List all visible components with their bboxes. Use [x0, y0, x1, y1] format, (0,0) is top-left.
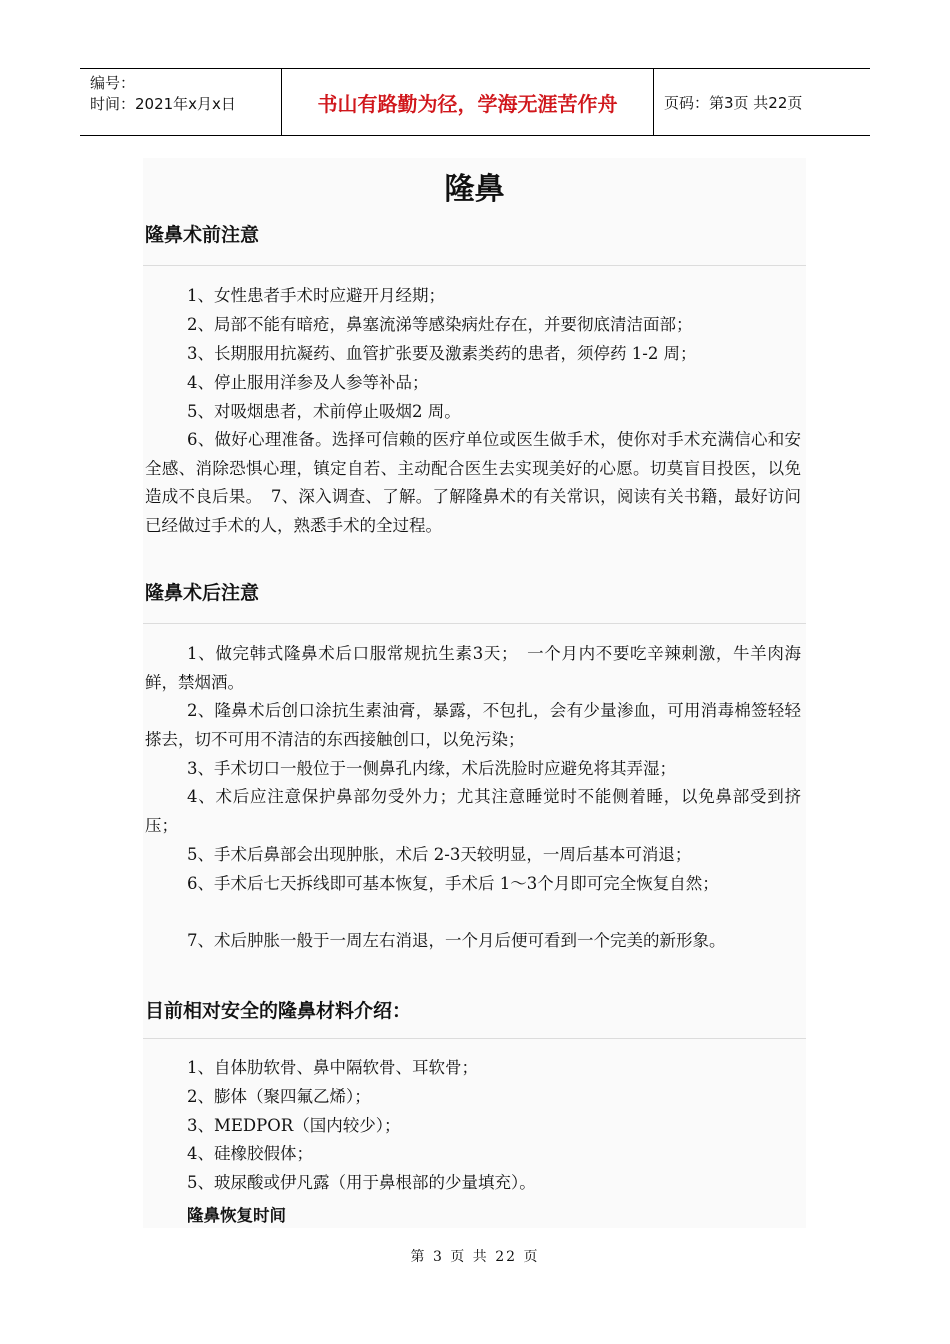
list-item: 1、女性患者手术时应避开月经期；	[187, 286, 445, 305]
list-item: 1、自体肋软骨、鼻中隔软骨、耳软骨；	[187, 1058, 478, 1077]
list-item: 4、停止服用洋参及人参等补品；	[187, 373, 429, 392]
section-divider	[143, 1038, 806, 1039]
page-title: 隆鼻	[444, 172, 505, 207]
list-item: 5、手术后鼻部会出现肿胀，术后 2-3天较明显，一周后基本可消退；	[187, 845, 692, 864]
list-item: 4、术后应注意保护鼻部勿受外力；尤其注意睡觉时不能侧着睡，以免鼻部受到挤压；	[145, 787, 801, 835]
section-heading-materials: 目前相对安全的隆鼻材料介绍：	[145, 1000, 412, 1022]
section-heading-postop: 隆鼻术后注意	[145, 582, 260, 604]
list-item: 2、局部不能有暗疮，鼻塞流涕等感染病灶存在，并要彻底清洁面部；	[187, 315, 693, 334]
page-footer: 第 3 页 共 22 页	[410, 1249, 540, 1265]
list-item: 6、做好心理准备。选择可信赖的医疗单位或医生做手术，使你对手术充满信心和安全感、消除恐惧心理，镇定自若、主动配合医生去实现美好的心愿。切莫盲目投医，以免造成不良后果。 7、深入调查、了解。了解隆鼻术的有关常识，阅读有关书籍，最好访问已经做过手术的人，熟悉手术的全过程。	[145, 430, 801, 535]
section-heading-preop: 隆鼻术前注意	[145, 224, 260, 246]
section-divider	[143, 623, 806, 624]
header-meta-cell	[80, 69, 282, 135]
list-item: 3、手术切口一般位于一侧鼻孔内缘，术后洗脸时应避免将其弄湿；	[187, 759, 676, 778]
list-item: 5、对吸烟患者，术前停止吸烟2 周。	[187, 402, 461, 421]
document-body	[143, 158, 806, 1228]
list-item: 4、硅橡胶假体；	[187, 1144, 313, 1163]
list-item: 3、MEDPOR（国内较少）；	[187, 1116, 401, 1135]
header-motto: 书山有路勤为径，学海无涯苦作舟	[282, 69, 654, 135]
list-item: 2、膨体（聚四氟乙烯）；	[187, 1087, 371, 1106]
list-item: 1、做完韩式隆鼻术后口服常规抗生素3天； 一个月内不要吃辛辣刺激，牛羊肉海鲜，禁烟酒。	[145, 644, 801, 692]
document-number-label: 编号：	[90, 74, 136, 92]
document-header	[80, 68, 870, 136]
list-item: 3、长期服用抗凝药、血管扩张要及激素类药的患者，须停药 1-2 周；	[187, 344, 697, 363]
section-divider	[143, 265, 806, 266]
list-item: 7、术后肿胀一般于一周左右消退，一个月后便可看到一个完美的新形象。	[187, 931, 726, 950]
header-page-code: 页码：第3页 共22页	[664, 93, 803, 112]
list-item: 6、手术后七天拆线即可基本恢复，手术后 1～3个月即可完全恢复自然；	[187, 874, 719, 893]
document-time-label: 时间：2021年x月x日	[90, 95, 236, 113]
list-item: 5、玻尿酸或伊凡露（用于鼻根部的少量填充）。	[187, 1173, 536, 1192]
list-item: 2、隆鼻术后创口涂抗生素油膏，暴露，不包扎，会有少量渗血，可用消毒棉签轻轻搽去，切不可用不清洁的东西接触创口，以免污染；	[145, 701, 801, 749]
section-heading-recovery: 隆鼻恢复时间	[187, 1206, 286, 1225]
